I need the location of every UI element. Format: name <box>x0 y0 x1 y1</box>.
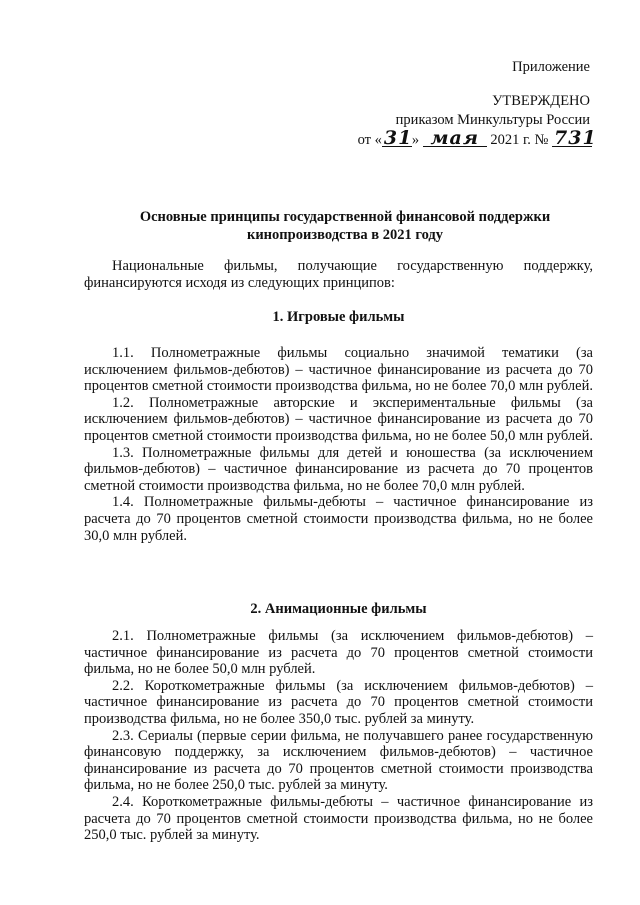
clause-2-2: 2.2. Короткометражные фильмы (за исключением фильмов-дебютов) – частичное финансирование из расчета до 70 процентов сметной стоимости производства фильма, но не более 350,0 тыс. рублей за минуту. <box>84 677 593 727</box>
section-animated-films <box>84 628 593 844</box>
order-by-label: приказом Минкультуры России <box>395 112 590 128</box>
handwritten-day: 31 <box>383 127 413 149</box>
order-dateline <box>357 127 597 150</box>
title-line-2: кинопроизводства в 2021 году <box>246 227 444 243</box>
intro-paragraph <box>84 258 593 291</box>
intro-text: Национальные фильмы, получающие государственную поддержку, финансируются исходя из следующих принципов: <box>84 258 593 291</box>
title-line-1: Основные принципы государственной финансовой поддержки <box>139 209 551 225</box>
date-prefix: от « <box>357 132 382 148</box>
clause-1-3: 1.3. Полнометражные фильмы для детей и юношества (за исключением фильмов-дебютов) – частичное финансирование из расчета до 70 процентов сметной стоимости производства фильма, но не более 70,0 млн рублей. <box>84 444 593 494</box>
clause-1-2: 1.2. Полнометражные авторские и экспериментальные фильмы (за исключением фильмов-дебютов) – частичное финансирование из расчета до 70 процентов сметной стоимости производства фильма, но не более 50,0 млн рублей. <box>84 394 593 444</box>
handwritten-order-number: 731 <box>554 127 597 149</box>
clause-2-4: 2.4. Короткометражные фильмы-дебюты – частичное финансирование из расчета до 70 процентов сметной стоимости производства фильма, но не более 250,0 тыс. рублей за минуту. <box>84 793 593 844</box>
handwritten-month: мая <box>423 130 487 147</box>
clause-1-1: 1.1. Полнометражные фильмы социально значимой тематики (за исключением фильмов-дебютов) – частичное финансирование из расчета до 70 процентов сметной стоимости производства фильма, но не более 70,0 млн рублей. <box>84 345 593 395</box>
appendix-label: Приложение <box>512 59 590 75</box>
section-feature-films <box>84 345 593 544</box>
section-heading-animated-films: 2. Анимационные фильмы <box>250 601 427 617</box>
approved-label: УТВЕРЖДЕНО <box>492 93 590 109</box>
clause-1-4: 1.4. Полнометражные фильмы-дебюты – частичное финансирование из расчета до 70 процентов сметной стоимости производства фильма, но не более 30,0 млн рублей. <box>84 494 593 544</box>
section-heading-feature-films: 1. Игровые фильмы <box>272 309 405 325</box>
date-mid: » <box>411 132 420 148</box>
date-year: 2021 г. № <box>490 132 549 148</box>
document-title <box>70 208 620 244</box>
clause-2-1: 2.1. Полнометражные фильмы (за исключением фильмов-дебютов) – частичное финансирование из расчета до 70 процентов сметной стоимости фильма, но не более 50,0 млн рублей. <box>84 628 593 678</box>
clause-2-3: 2.3. Сериалы (первые серии фильма, не получавшего ранее государственную финансовую поддержку, за исключением фильмов-дебютов) – частичное финансирование из расчета до 70 процентов сметной стоимости производства фильма, но не более 250,0 тыс. рублей за минуту. <box>84 727 593 794</box>
